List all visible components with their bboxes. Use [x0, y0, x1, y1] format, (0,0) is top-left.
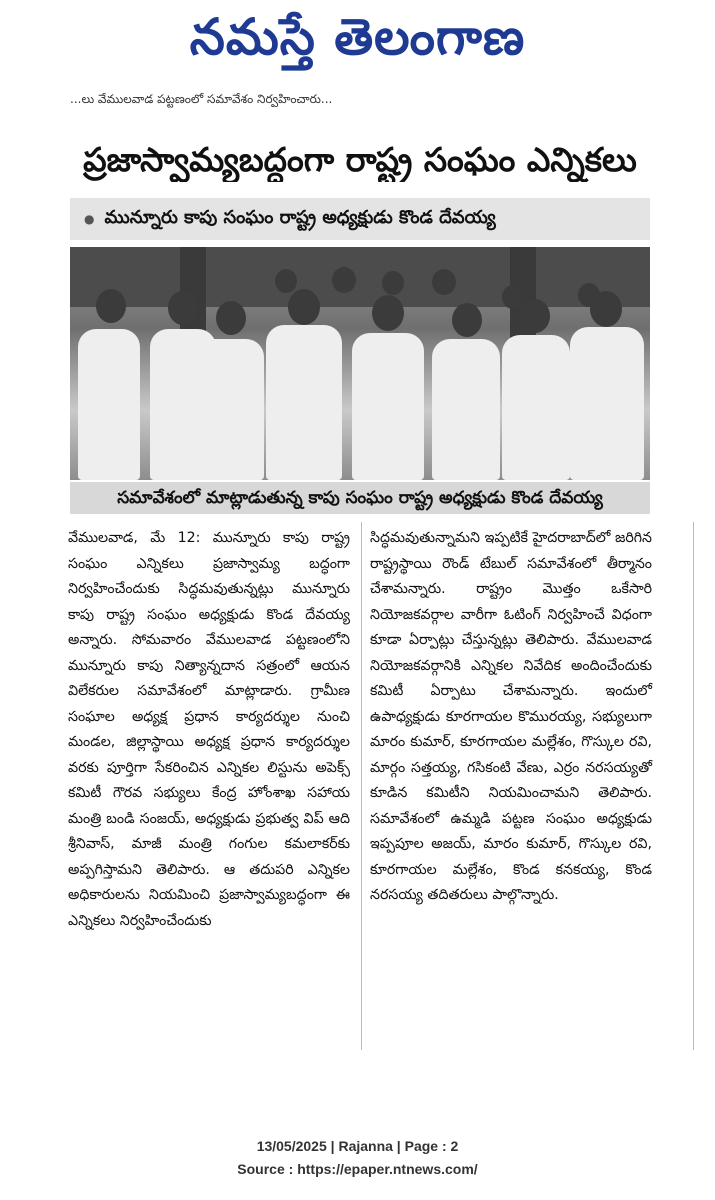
paragraph: సిద్ధమవుతున్నామని ఇప్పటికే హైదరాబాద్‌లో జరిగిన రాష్ట్రస్థాయి రౌండ్ టేబుల్ సమావేశంలో తీర్మానం చేశామన్నారు. రాష్ట్రం మొత్తం ఒకేసారి నియోజకవర్గాల వారీగా ఓటింగ్ నిర్వహించే విధంగా కూడా ఏర్పాట్లు చేస్తున్నట్లు తెలిపారు. వేములవాడ నియోజకవర్గానికి ఎన్నికల నివేదిక అందించేందుకు కమిటీ ఏర్పాటు చేశామన్నారు. ఇందులో ఉపాధ్యక్షుడు కూరగాయల కొమురయ్య, సభ్యులుగా మారం కుమార్, కూరగాయల మల్లేశం, గొస్కుల రవి, మార్గం సత్తయ్య, గసికంటి వేణు, ఎర్రం నరసయ్యతో కూడిన కమిటీని నియమించామని తెలిపారు. సమావేశంలో ఉమ్మడి పట్టణ సంఘం అధ్యక్షుడు ఇప్పపూల అజయ్, మారం కుమార్, గొస్కుల రవి, కూరగాయల మల్లేశం, కొండ కనకయ్య, కొండ నరసయ్య తదితరులు పాల్గొన్నారు.: [370, 530, 652, 903]
article-photo: [70, 247, 650, 480]
footer-date-edition: 13/05/2025 | Rajanna | Page : 2: [256, 1138, 459, 1154]
paragraph: వేములవాడ, మే 12: మున్నూరు కాపు రాష్ట్ర సంఘం ఎన్నికలు ప్రజాస్వామ్య బద్ధంగా నిర్వహించేందుకు సిద్ధమవుతున్నట్లు మున్నూరు కాపు రాష్ట్ర సంఘం అధ్యక్షుడు కొండ దేవయ్య అన్నారు. సోమవారం వేములవాడ పట్టణంలోని మున్నూరు కాపు నిత్యాన్నదాన సత్రంలో ఆయన విలేకరుల సమావేశంలో మాట్లాడారు. గ్రామీణ సంఘాల అధ్యక్ష ప్రధాన కార్యదర్శుల నుంచి మండల, జిల్లాస్థాయి అధ్యక్ష ప్రధాన కార్యదర్శుల వరకు పూర్తిగా సేకరించిన ఎన్నికల లిస్టును అపెక్స్ కమిటీ గౌరవ సభ్యులు కేంద్ర హోంశాఖ సహాయ మంత్రి బండి సంజయ్, అధ్యక్షుడు ప్రభుత్వ విప్ ఆది శ్రీనివాస్, మాజీ మంత్రి గంగుల కమలాకర్‌కు అప్పగిస్తామని తెలిపారు. ఆ తదుపరి ఎన్నికల అధికారులను నియమించి ప్రజాస్వామ్యబద్ధంగా ఈ ఎన్నికలు నిర్వహించేందుకు: [68, 530, 350, 929]
cutline-text: ...లు వేములవాడ పట్టణంలో సమావేశం నిర్వహించారు...: [70, 92, 333, 106]
footer-source: Source : https://epaper.ntnews.com/: [237, 1161, 478, 1177]
photo-caption: సమావేశంలో మాట్లాడుతున్న కాపు సంఘం రాష్ట్ర అధ్యక్షుడు కొండ దేవయ్య: [70, 482, 650, 514]
article-column-left: [68, 526, 350, 934]
subhead-text: మున్నూరు కాపు సంఘం రాష్ట్ర అధ్యక్షుడు కొండ దేవయ్య: [104, 206, 496, 228]
masthead-logo: నమస్తే తెలంగాణ: [189, 8, 526, 66]
column-divider: [693, 522, 694, 1050]
bullet-icon: ●: [84, 212, 95, 226]
column-divider: [361, 522, 362, 1050]
article-headline: ప్రజాస్వామ్యబద్ధంగా రాష్ట్ర సంఘం ఎన్నికలు: [83, 140, 637, 179]
article-subhead: [70, 198, 650, 240]
article-column-right: [370, 526, 652, 909]
